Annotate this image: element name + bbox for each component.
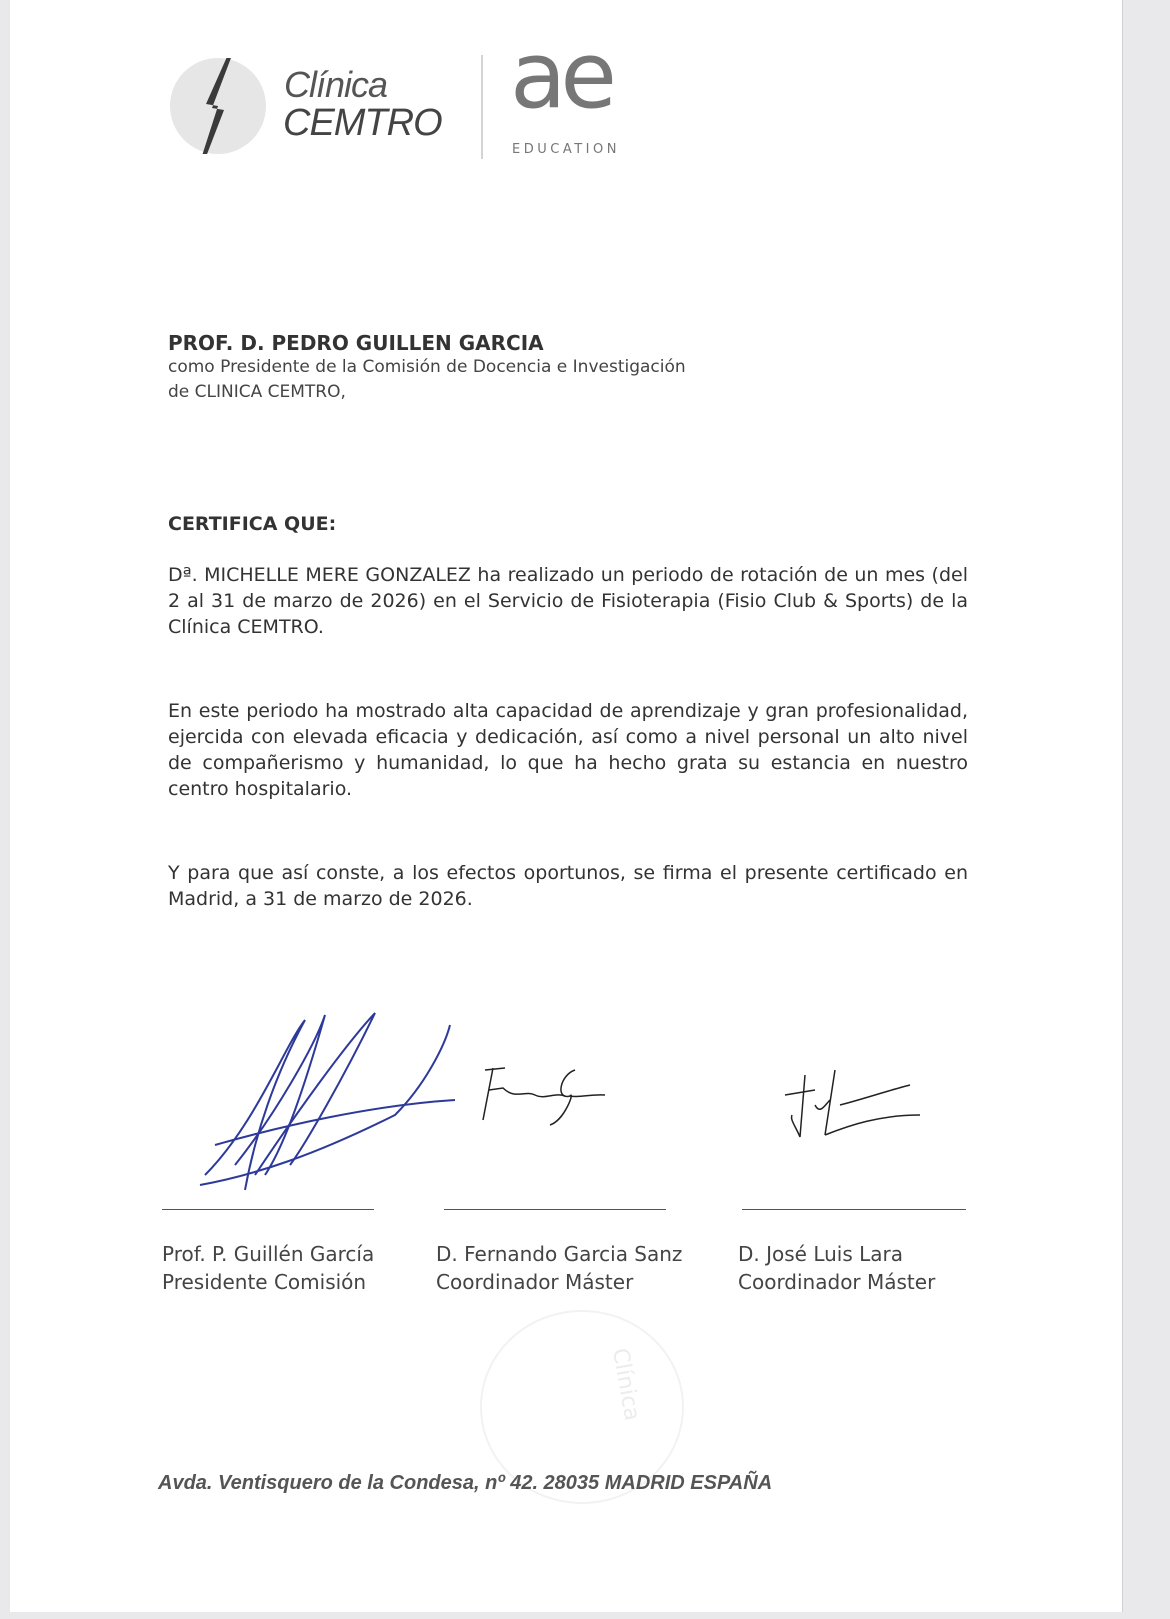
- stamp-text: Clínica: [606, 1346, 645, 1423]
- signatory-1: [162, 1240, 374, 1296]
- signature-line-2: [444, 1209, 666, 1210]
- signatory-name: Prof. P. Guillén García: [162, 1242, 375, 1266]
- logo-divider: [481, 55, 483, 159]
- logo-ae-text: ae: [510, 22, 611, 129]
- signatory-title: Coordinador Máster: [436, 1270, 634, 1294]
- signatory-2: [436, 1240, 682, 1296]
- signature-line-3: [742, 1209, 966, 1210]
- signatory-title: Coordinador Máster: [738, 1270, 936, 1294]
- issuer-name: PROF. D. PEDRO GUILLEN GARCIA: [168, 331, 544, 355]
- clinica-cemtro-logo-icon: [170, 58, 266, 154]
- logo-cemtro-text: CEMTRO: [283, 102, 442, 144]
- paragraph-evaluation: En este periodo ha mostrado alta capacidad de aprendizaje y gran profesionalidad, ejercida con elevada eficacia y dedicación, así como a nivel personal un alto nivel de compañerismo y humanidad, lo que ha hecho grata su estancia en nuestro centro hospitalario.: [168, 700, 968, 800]
- signature-line-1: [162, 1209, 374, 1210]
- signature-lara: [780, 1065, 930, 1145]
- paragraph-rotation: Dª. MICHELLE MERE GONZALEZ ha realizado un periodo de rotación de un mes (del 2 al 31 de marzo de 2026) en el Servicio de Fisioterapia (Fisio Club & Sports) de la Clínica CEMTRO.: [168, 564, 968, 638]
- issuer-role-line1: como Presidente de la Comisión de Docencia e Investigación: [168, 357, 686, 377]
- issuer-role-line2: de CLINICA CEMTRO,: [168, 382, 346, 402]
- certifica-heading: CERTIFICA QUE:: [168, 513, 337, 535]
- signature-garcia: [475, 1060, 615, 1130]
- logo-clinica-text: Clínica: [284, 64, 388, 105]
- signature-guillen: [195, 1005, 465, 1205]
- signatory-name: D. Fernando Garcia Sanz: [436, 1242, 683, 1266]
- signatory-title: Presidente Comisión: [162, 1270, 367, 1294]
- signatory-3: [738, 1240, 935, 1296]
- logo-education-text: EDUCATION: [512, 142, 620, 157]
- paragraph-closing: Y para que así conste, a los efectos oportunos, se firma el presente certificado en Madrid, a 31 de marzo de 2026.: [168, 862, 968, 910]
- footer-address: Avda. Ventisquero de la Condesa, nº 42. 28035 MADRID ESPAÑA: [158, 1472, 773, 1494]
- signatory-name: D. José Luis Lara: [738, 1242, 904, 1266]
